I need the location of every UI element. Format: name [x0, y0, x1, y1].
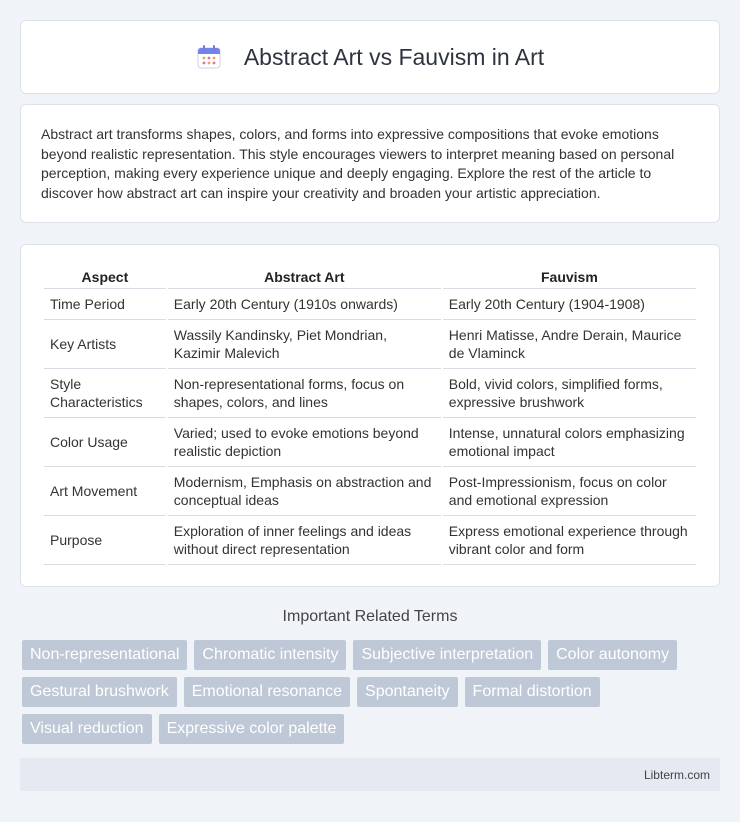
cell-fauvism: Early 20th Century (1904-1908): [443, 289, 696, 320]
cell-aspect: Purpose: [44, 516, 166, 565]
related-term-tag[interactable]: Expressive color palette: [159, 714, 345, 744]
comparison-table: [42, 265, 698, 565]
table-row: [44, 516, 696, 565]
header-aspect: Aspect: [44, 265, 166, 289]
related-term-tag[interactable]: Gestural brushwork: [22, 677, 177, 707]
table-header-row: [44, 265, 696, 289]
table-row: [44, 289, 696, 320]
related-term-tag[interactable]: Emotional resonance: [184, 677, 350, 707]
related-term-tag[interactable]: Spontaneity: [357, 677, 458, 707]
cell-abstract-art: Wassily Kandinsky, Piet Mondrian, Kazimir Malevich: [168, 320, 441, 369]
cell-aspect: Color Usage: [44, 418, 166, 467]
related-term-tag[interactable]: Visual reduction: [22, 714, 152, 744]
related-term-tag[interactable]: Formal distortion: [465, 677, 600, 707]
footer: [20, 758, 720, 791]
table-row: [44, 369, 696, 418]
table-row: [44, 467, 696, 516]
cell-aspect: Art Movement: [44, 467, 166, 516]
related-terms-tags: [22, 640, 722, 751]
header-abstract-art: Abstract Art: [168, 265, 441, 289]
cell-abstract-art: Early 20th Century (1910s onwards): [168, 289, 441, 320]
table-row: [44, 320, 696, 369]
cell-abstract-art: Modernism, Emphasis on abstraction and conceptual ideas: [168, 467, 441, 516]
page-title: Abstract Art vs Fauvism in Art: [243, 43, 545, 70]
cell-fauvism: Henri Matisse, Andre Derain, Maurice de Vlaminck: [443, 320, 696, 369]
cell-fauvism: Post-Impressionism, focus on color and emotional expression: [443, 467, 696, 516]
cell-abstract-art: Non-representational forms, focus on shapes, colors, and lines: [168, 369, 441, 418]
cell-aspect: Style Characteristics: [44, 369, 166, 418]
related-terms-title: Important Related Terms: [282, 608, 458, 625]
cell-abstract-art: Varied; used to evoke emotions beyond realistic depiction: [168, 418, 441, 467]
cell-aspect: Key Artists: [44, 320, 166, 369]
calendar-icon: [196, 44, 222, 70]
header-card: [20, 20, 720, 94]
intro-text: Abstract art transforms shapes, colors, and forms into expressive compositions that evoke emotions beyond realistic representation. This style encourages viewers to interpret meaning based on personal perception, making every experience unique and deeply engaging. Explore the rest of the article to discover how abstract art can inspire your creativity and broaden your artistic appreciation.: [41, 126, 675, 201]
related-term-tag[interactable]: Non-representational: [22, 640, 187, 670]
table-row: [44, 418, 696, 467]
cell-fauvism: Bold, vivid colors, simplified forms, expressive brushwork: [443, 369, 696, 418]
footer-site-link[interactable]: Libterm.com: [643, 768, 710, 782]
related-term-tag[interactable]: Subjective interpretation: [353, 640, 541, 670]
related-term-tag[interactable]: Color autonomy: [548, 640, 677, 670]
cell-aspect: Time Period: [44, 289, 166, 320]
related-term-tag[interactable]: Chromatic intensity: [194, 640, 346, 670]
cell-fauvism: Intense, unnatural colors emphasizing emotional impact: [443, 418, 696, 467]
cell-fauvism: Express emotional experience through vibrant color and form: [443, 516, 696, 565]
intro-card: [20, 104, 720, 223]
cell-abstract-art: Exploration of inner feelings and ideas without direct representation: [168, 516, 441, 565]
comparison-table-card: [20, 244, 720, 587]
header-fauvism: Fauvism: [443, 265, 696, 289]
